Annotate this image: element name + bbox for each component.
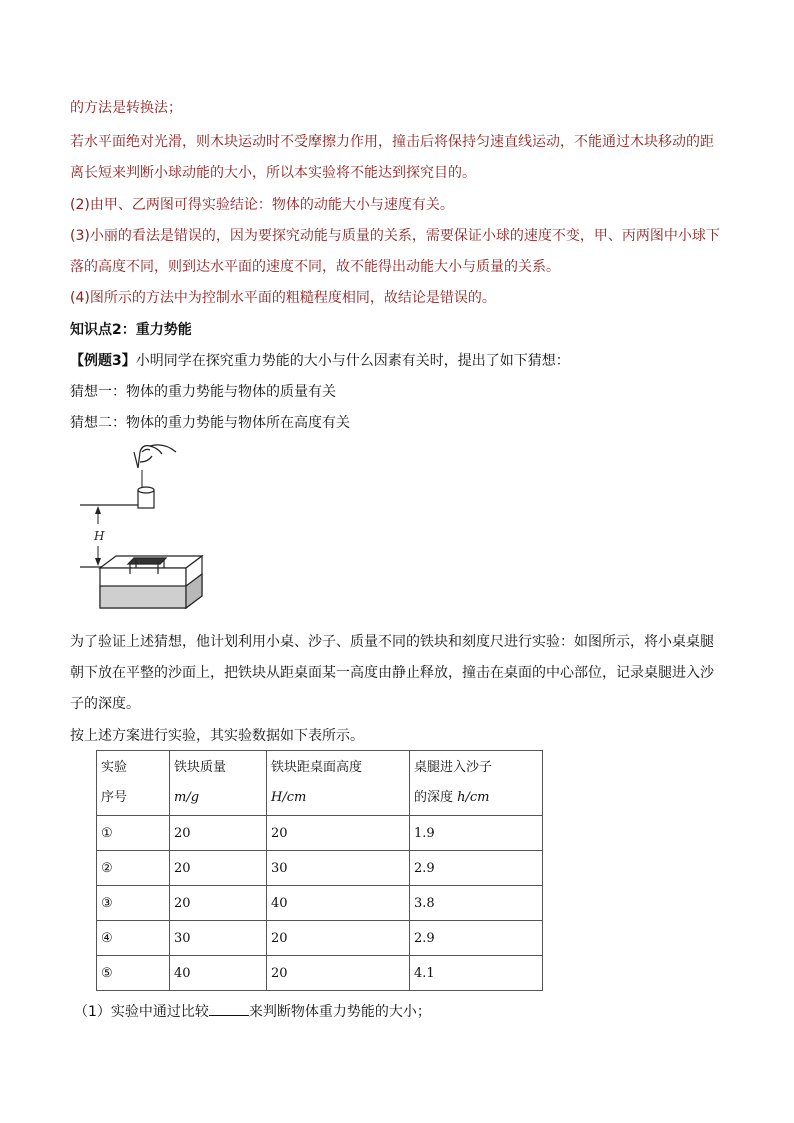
header-unit: m/g <box>174 790 200 805</box>
table-header-cell <box>170 751 267 816</box>
table-cell: 20 <box>170 816 267 851</box>
table-cell: 2.9 <box>410 921 543 956</box>
table-cell: 3.8 <box>410 886 543 921</box>
table-row <box>97 816 543 851</box>
answer-line: (4)图所示的方法中为控制水平面的粗糙程度相同，故结论是错误的。 <box>70 290 496 306</box>
example-text: 小明同学在探究重力势能的大小与什么因素有关时，提出了如下猜想： <box>135 353 570 369</box>
table-cell: 30 <box>267 851 410 886</box>
table-cell: 20 <box>170 886 267 921</box>
experiment-table <box>96 750 543 991</box>
table-header-cell <box>410 751 543 816</box>
body-paragraph: 按上述方案进行实验，其实验数据如下表所示。 <box>70 728 364 744</box>
table-cell: 40 <box>267 886 410 921</box>
answer-blank[interactable] <box>209 1001 249 1016</box>
table-row <box>97 921 543 956</box>
table-header-cell <box>267 751 410 816</box>
table-cell: 1.9 <box>410 816 543 851</box>
table-cell: 20 <box>267 816 410 851</box>
header-text: 实验 <box>101 760 128 775</box>
experiment-figure <box>76 440 206 612</box>
guess-line: 猜想一：物体的重力势能与物体的质量有关 <box>70 384 336 400</box>
table-cell: ③ <box>97 886 170 921</box>
header-text: 铁块距桌面高度 <box>271 760 363 775</box>
table-cell: 20 <box>267 956 410 991</box>
header-text: 铁块质量 <box>174 760 227 775</box>
question-prefix: （1）实验中通过比较 <box>74 1004 209 1020</box>
height-label: H <box>94 529 105 543</box>
table-row <box>97 956 543 991</box>
guess-line: 猜想二：物体的重力势能与物体所在高度有关 <box>70 415 350 431</box>
answer-line: 若水平面绝对光滑，则木块运动时不受摩擦力作用，撞击后将保持匀速直线运动，不能通过木块移动的距 <box>70 134 714 150</box>
body-paragraph: 朝下放在平整的沙面上，把铁块从距桌面某一高度由静止释放，撞击在桌面的中心部位，记录桌腿进入沙 <box>70 665 714 681</box>
question-suffix: 来判断物体重力势能的大小； <box>248 1004 431 1020</box>
table-cell: ④ <box>97 921 170 956</box>
question-line <box>74 1001 431 1022</box>
table-header-cell <box>97 751 170 816</box>
header-text: 桌腿进入沙子 <box>414 760 493 775</box>
table-cell: ② <box>97 851 170 886</box>
answer-line: 离长短来判断小球动能的大小，所以本实验将不能达到探究目的。 <box>70 165 476 181</box>
example-tag: 【例题3】 <box>70 353 136 369</box>
section-heading: 知识点2：重力势能 <box>70 322 192 338</box>
table-cell: 4.1 <box>410 956 543 991</box>
hand-icon <box>134 445 176 468</box>
table-cell: 2.9 <box>410 851 543 886</box>
header-text: 序号 <box>101 790 128 805</box>
answer-line: 的方法是转换法； <box>70 100 182 116</box>
table-cell: ⑤ <box>97 956 170 991</box>
header-unit: H/cm <box>271 790 307 805</box>
table-cell: 30 <box>170 921 267 956</box>
table-row <box>97 851 543 886</box>
answer-line: (3)小丽的看法是错误的，因为要探究动能与质量的关系，需要保证小球的速度不变，甲、丙两图中小球下 <box>70 228 720 244</box>
body-paragraph: 子的深度。 <box>70 696 140 712</box>
header-text: 的深度 <box>414 790 458 805</box>
header-unit: h/cm <box>457 790 490 805</box>
table-cell: 40 <box>170 956 267 991</box>
table-header-row <box>97 751 543 816</box>
iron-block <box>138 487 154 508</box>
answer-line: 落的高度不同，则到达水平面的速度不同，故不能得出动能大小与质量的关系。 <box>70 259 560 275</box>
table-cell: 20 <box>170 851 267 886</box>
table-cell: 20 <box>267 921 410 956</box>
table-cell: ① <box>97 816 170 851</box>
answer-line: (2)由甲、乙两图可得实验结论：物体的动能大小与速度有关。 <box>70 197 454 213</box>
table-row <box>97 886 543 921</box>
body-paragraph: 为了验证上述猜想，他计划利用小桌、沙子、质量不同的铁块和刻度尺进行实验：如图所示，将小桌桌腿 <box>70 634 714 650</box>
example-line <box>70 351 570 371</box>
